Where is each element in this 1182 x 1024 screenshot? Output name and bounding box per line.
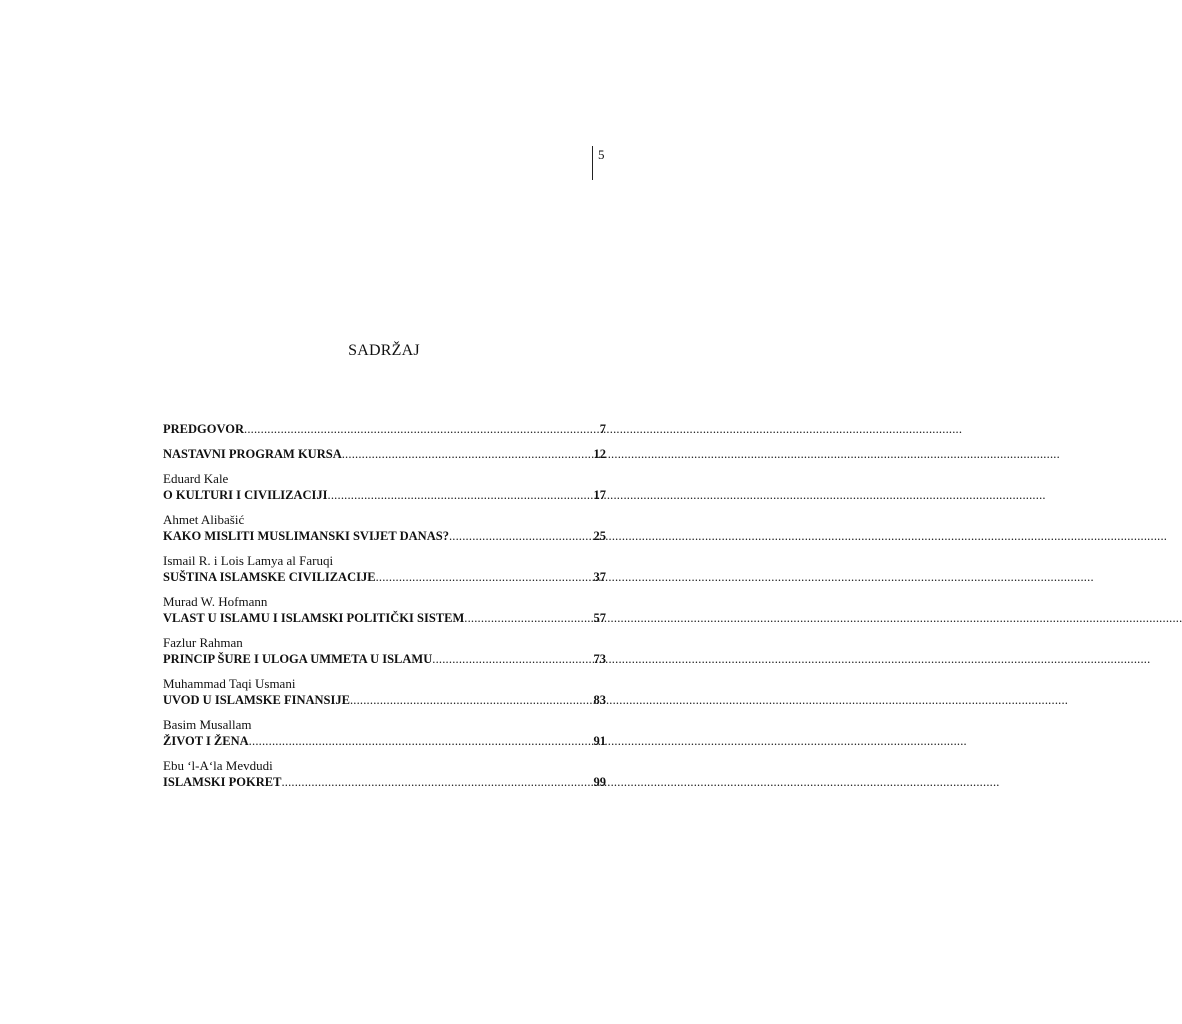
toc-entry-line[interactable] (163, 487, 606, 504)
toc-entry-title: UVOD U ISLAMSKE FINANSIJE (163, 693, 350, 707)
toc-entry-page: 17 (593, 488, 606, 502)
toc-entry-line[interactable] (163, 692, 606, 709)
dot-leader (350, 692, 594, 709)
dot-leader (464, 610, 593, 627)
toc-entry (163, 471, 606, 504)
toc-entry (163, 635, 606, 668)
page-number-rule (592, 146, 593, 180)
dot-leader (249, 733, 594, 750)
dot-leader (342, 446, 594, 463)
toc-entry-line[interactable] (163, 651, 606, 668)
toc-entry (163, 512, 606, 545)
toc-entry-page: 25 (593, 529, 606, 543)
toc-entry-author: Ahmet Alibašić (163, 512, 245, 527)
toc-entry-line[interactable] (163, 446, 606, 463)
toc-entry-line[interactable] (163, 733, 606, 750)
toc-entry-title: SUŠTINA ISLAMSKE CIVILIZACIJE (163, 570, 376, 584)
toc-entry-line[interactable] (163, 528, 606, 545)
toc-entry-title: ISLAMSKI POKRET (163, 775, 282, 789)
toc-entry (163, 421, 606, 438)
dot-leader (328, 487, 594, 504)
toc-entry-line[interactable] (163, 421, 606, 438)
toc-entry-title: O KULTURI I CIVILIZACIJI (163, 488, 328, 502)
toc-entry-author: Murad W. Hofmann (163, 594, 268, 609)
toc-entry (163, 676, 606, 709)
toc-entry-page: 7 (599, 422, 606, 436)
toc-entry-page: 57 (593, 611, 606, 625)
toc-entry-title: PRINCIP ŠURE I ULOGA UMMETA U ISLAMU (163, 652, 433, 666)
toc-entry-page: 12 (593, 447, 606, 461)
dot-leader (244, 421, 600, 438)
toc-entry (163, 446, 606, 463)
table-of-contents (163, 421, 606, 799)
toc-entry-title: VLAST U ISLAMU I ISLAMSKI POLITIČKI SISTEM (163, 611, 465, 625)
toc-entry (163, 594, 606, 627)
toc-entry (163, 553, 606, 586)
toc-entry (163, 758, 606, 791)
toc-heading: SADRŽAJ (348, 342, 420, 359)
toc-entry-page: 99 (593, 775, 606, 789)
toc-entry-author: Fazlur Rahman (163, 635, 243, 650)
toc-entry-author: Muhammad Taqi Usmani (163, 676, 296, 691)
toc-entry-author: Eduard Kale (163, 471, 229, 486)
toc-entry-title: NASTAVNI PROGRAM KURSA (163, 447, 342, 461)
dot-leader (281, 774, 593, 791)
toc-entry-page: 37 (593, 570, 606, 584)
toc-entry-line[interactable] (163, 610, 606, 627)
toc-entry-page: 73 (593, 652, 606, 666)
toc-entry-line[interactable] (163, 774, 606, 791)
toc-entry-author: Basim Musallam (163, 717, 252, 732)
toc-entry-author: Ismail R. i Lois Lamya al Faruqi (163, 553, 334, 568)
dot-leader (376, 569, 594, 586)
toc-entry-title: PREDGOVOR (163, 422, 244, 436)
dot-leader (432, 651, 593, 668)
toc-entry (163, 717, 606, 750)
toc-entry-page: 91 (593, 734, 606, 748)
dot-leader (449, 528, 594, 545)
toc-entry-title: ŽIVOT I ŽENA (163, 734, 249, 748)
toc-entry-title: KAKO MISLITI MUSLIMANSKI SVIJET DANAS? (163, 529, 449, 543)
toc-entry-author: Ebu ‘l-A‘la Mevdudi (163, 758, 273, 773)
page-number: 5 (598, 147, 605, 162)
toc-entry-page: 83 (593, 693, 606, 707)
toc-entry-line[interactable] (163, 569, 606, 586)
